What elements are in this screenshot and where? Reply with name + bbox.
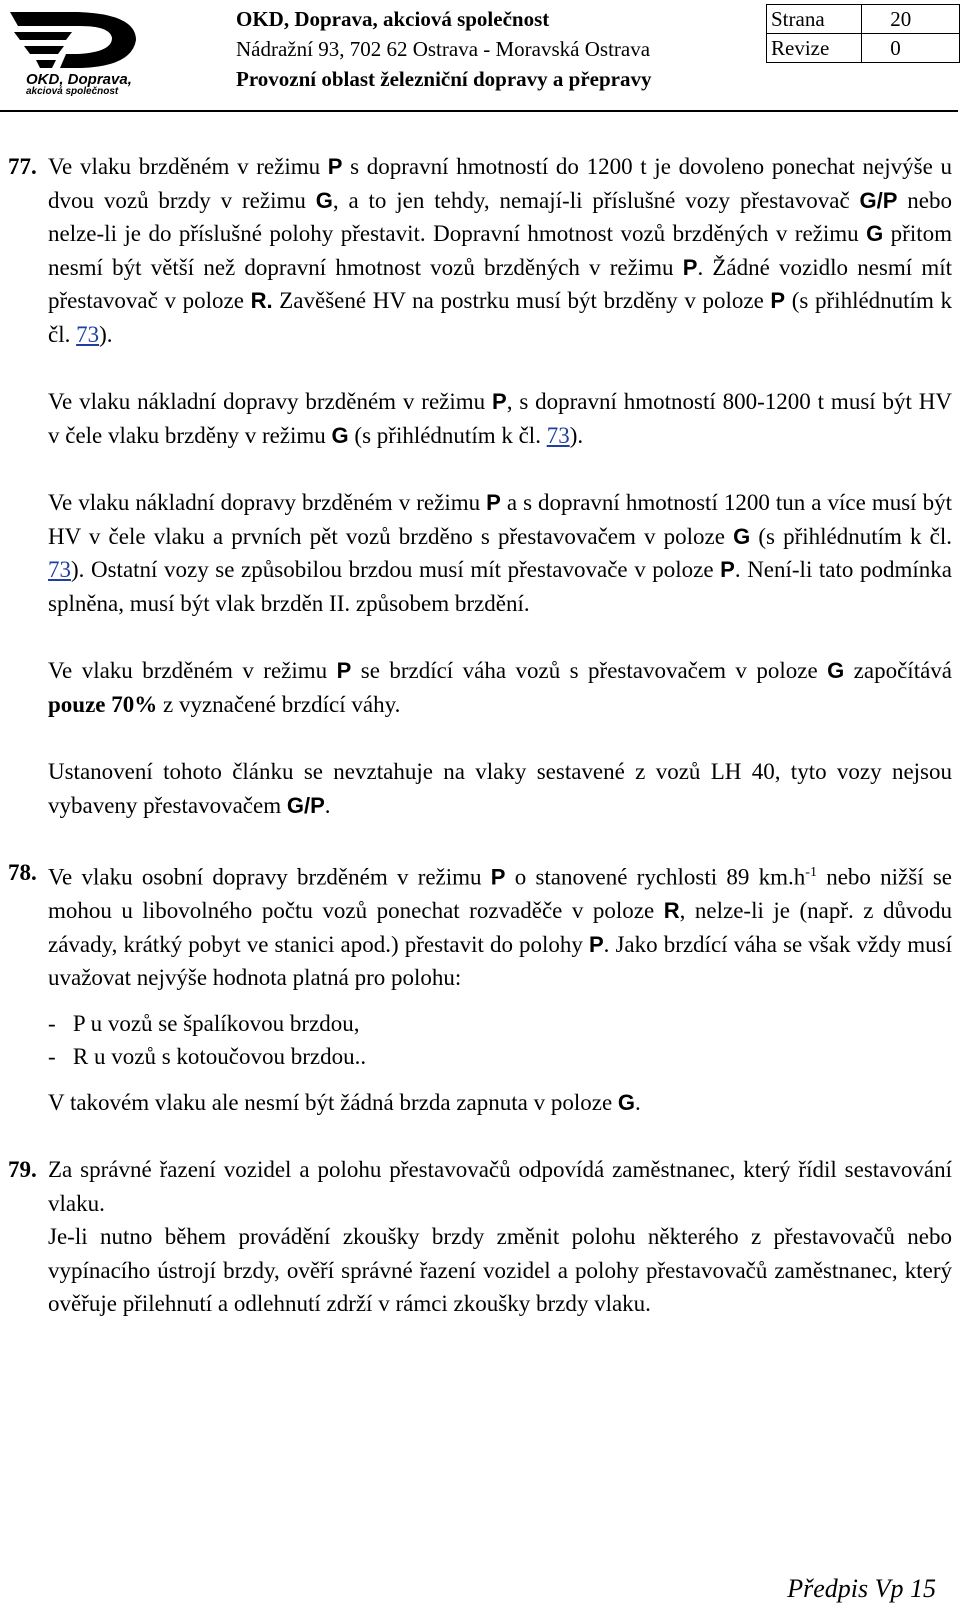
- logo-line1: OKD, Doprava,: [26, 71, 132, 88]
- document-footer: Předpis Vp 15: [787, 1574, 936, 1603]
- paragraph: Ve vlaku osobní dopravy brzděném v režimu P o stanovené rychlosti 89 $km.h^{-1}$ nebo nižší se mohou u libovolného počtu vozů ponechat rozvaděče v poloze R, nelze-li je (např. z důvodu závady, krátký pobyt ve stanici apod.) přestavit do polohy P. Jako brzdící váha se však vždy musí uvažovat nejvýše hodnota platná pro polohu:: [48, 864, 952, 991]
- company-logo: [8, 6, 140, 96]
- revision-value: 0: [862, 34, 960, 63]
- company-info: [236, 4, 652, 94]
- paragraph: Ve vlaku nákladní dopravy brzděném v režimu P a s dopravní hmotností 1200 tun a více musí být HV v čele vlaku a prvních pět vozů brzděno s přestavovačem v poloze G (s přihlédnutím k čl. 73). Ostatní vozy se způsobilou brzdou musí mít přestavovače v poloze P. Není-li tato podmínka splněna, musí být vlak brzděn II. způsobem brzdění.: [48, 490, 952, 616]
- paragraph: Je-li nutno během provádění zkoušky brzdy změnit polohu některého z přestavovačů nebo vypínacího ústrojí brzdy, ověří správné řazení vozidel a polohy přestavovačů zaměstnanec, který ověřuje přilehnutí a odlehnutí zdrží v rámci zkoušky brzdy vlaku.: [48, 1224, 952, 1317]
- article-number: 78.: [8, 860, 37, 885]
- article-73-link[interactable]: 73: [76, 321, 100, 347]
- company-address: Nádražní 93, 702 62 Ostrava - Moravská Ostrava: [236, 37, 651, 61]
- document-body: [8, 150, 952, 1355]
- list-item: - R u vozů s kotoučovou brzdou..: [48, 1044, 367, 1070]
- article-73-link[interactable]: 73: [48, 557, 71, 582]
- list-item: - P u vozů se špalíkovou brzdou,: [48, 1010, 360, 1036]
- article-73-link[interactable]: 73: [546, 422, 570, 448]
- article-79: [8, 1153, 952, 1321]
- paragraph: Ve vlaku nákladní dopravy brzděném v režimu P, s dopravní hmotností 800-1200 t musí být HV v čele vlaku brzděny v režimu G (s přihlédnutím k čl. 73).: [48, 389, 952, 448]
- okd-logo-icon: [8, 6, 140, 76]
- paragraph: Ve vlaku brzděném v režimu P se brzdící váha vozů s přestavovačem v poloze G započítává pouze 70% z vyznačené brzdící váhy.: [48, 658, 952, 717]
- header-divider: [0, 110, 958, 112]
- article-77: [8, 150, 952, 822]
- paragraph: Ustanovení tohoto článku se nevztahuje na vlaky sestavené z vozů LH 40, tyto vozy nejsou vybaveny přestavovačem G/P.: [48, 759, 952, 818]
- paragraph: Za správné řazení vozidel a polohu přestavovačů odpovídá zaměstnanec, který řídil sestavování vlaku.: [48, 1157, 952, 1216]
- page-label: Strana: [767, 5, 862, 34]
- article-number: 79.: [8, 1157, 37, 1183]
- revision-table: [766, 4, 960, 63]
- page-value: 20: [862, 5, 960, 34]
- logo-text: [26, 72, 132, 97]
- article-78: [8, 856, 952, 1119]
- page-header: [0, 0, 960, 112]
- article-number: 77.: [8, 154, 37, 179]
- paragraph: Ve vlaku brzděném v režimu P s dopravní hmotností do 1200 t je dovoleno ponechat nejvýše u dvou vozů brzdy v režimu G, a to jen tehdy, nemají-li příslušné vozy přestavovač G/P nebo nelze-li je do příslušné polohy přestavit. Dopravní hmotnost vozů brzděných v režimu G přitom nesmí být větší než dopravní hmotnost vozů brzděných v režimu P. Žádné vozidlo nesmí mít přestavovač v poloze R. Zavěšené HV na postrku musí být brzděny v poloze P (s přihlédnutím k čl. 73).: [48, 154, 952, 347]
- logo-line2: akciová společnost: [26, 86, 119, 97]
- company-name: OKD, Doprava, akciová společnost: [236, 7, 550, 31]
- revision-label: Revize: [767, 34, 862, 63]
- paragraph: V takovém vlaku ale nesmí být žádná brzda zapnuta v poloze G.: [48, 1089, 641, 1115]
- company-department: Provozní oblast železniční dopravy a přepravy: [236, 67, 652, 91]
